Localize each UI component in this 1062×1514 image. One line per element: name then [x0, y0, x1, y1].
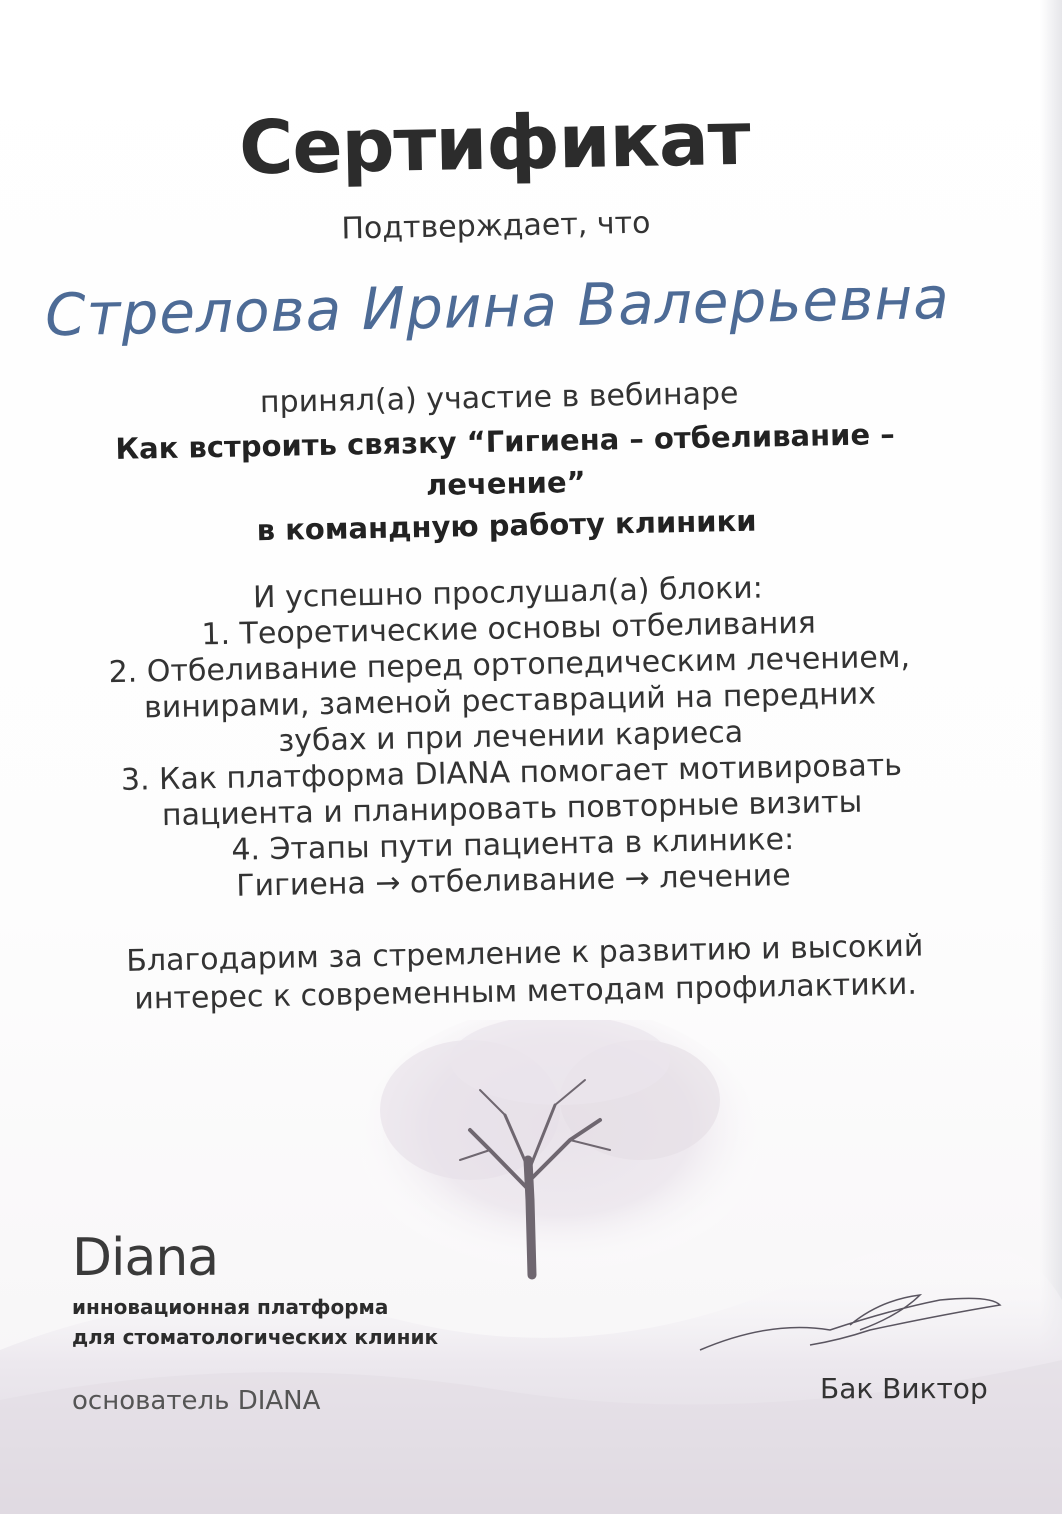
founder-role: основатель DIANA: [72, 1386, 321, 1416]
webinar-title-line: Как встроить связку “Гигиена – отбеливание – лечение”: [115, 416, 895, 502]
block-line: зубах и при лечении кариеса: [277, 714, 744, 759]
block-line: 3. Как платформа DIANA помогает мотивировать: [120, 747, 903, 798]
thanks-line: интерес к современным методам профилактики.: [134, 966, 918, 1017]
webinar-title-line: в командную работу клиники: [256, 503, 757, 548]
block-line: винирами, заменой реставраций на передних: [143, 676, 877, 726]
recipient-name: Стрелова Ирина Валерьевна: [44, 263, 951, 350]
block-line: Гигиена → отбеливание → лечение: [235, 858, 791, 904]
block-line: 1. Теоретические основы отбеливания: [201, 605, 817, 653]
blocks-list: [98, 568, 924, 908]
thanks-text: [115, 927, 936, 1019]
logo-tagline: [72, 1292, 492, 1352]
tagline-line: инновационная платформа: [72, 1295, 389, 1319]
certificate-title: Сертификат: [238, 95, 751, 192]
block-line: 2. Отбеливание перед ортопедическим лечением,: [108, 639, 911, 691]
blocks-intro: И успешно прослушал(а) блоки:: [252, 570, 764, 616]
thanks-line: Благодарим за стремление к развитию и высокий: [126, 928, 924, 979]
founder-name: Бак Виктор: [820, 1372, 988, 1405]
webinar-title: [55, 412, 957, 555]
block-line: пациента и планировать повторные визиты: [161, 784, 863, 834]
diana-logo: Diana: [72, 1228, 219, 1288]
confirms-text: Подтверждает, что: [341, 205, 651, 247]
participated-text: принял(а) участие в вебинаре: [259, 375, 739, 421]
tagline-line: для стоматологических клиник: [72, 1325, 439, 1349]
block-line: 4. Этапы пути пациента в клинике:: [231, 821, 795, 868]
